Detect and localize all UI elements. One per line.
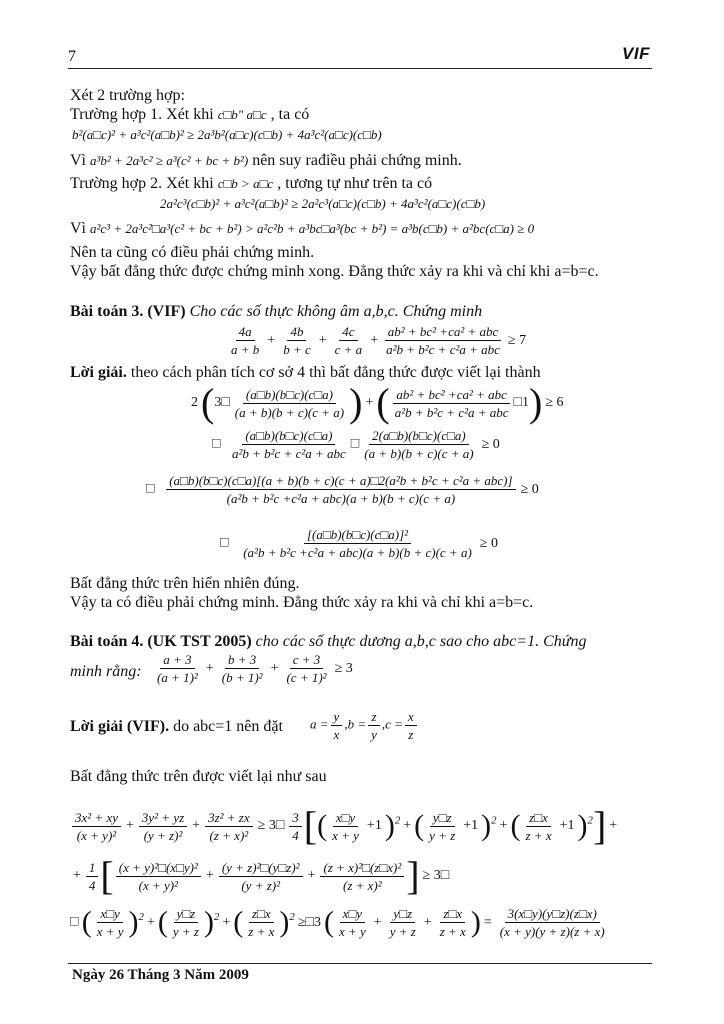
math-symbol: ≥ 3□ <box>422 868 450 883</box>
fraction <box>383 324 503 357</box>
text-line <box>70 220 534 238</box>
math-symbol: (a□b)(b□c)(c□a) <box>242 428 335 445</box>
fraction <box>368 709 380 742</box>
math-symbol: ≥ 6 <box>545 395 564 410</box>
text-span: , ta có <box>266 106 310 123</box>
math-symbol: □ <box>220 535 229 551</box>
problem-title: Bài toán 4. (UK TST 2005) <box>70 633 252 650</box>
math-symbol: z + x <box>439 924 466 939</box>
math-symbol: + <box>373 914 382 930</box>
math-symbol: ab² + bc² +ca² + abc <box>385 324 502 341</box>
equation <box>220 527 501 560</box>
text-span: do abc=1 nên đặt <box>169 718 283 735</box>
fraction <box>361 428 476 461</box>
math-symbol: ( <box>201 380 215 425</box>
equation: 2a²c³(c□b)² + a³c²(a□b)² ≥ 2a²c³(a□c)(c□b) + 4a³c²(a□c)(c□b) <box>160 196 486 211</box>
math-symbol: (x + y)²□(x□y)² <box>116 860 201 877</box>
math-symbol: x + y <box>332 827 359 843</box>
math-symbol: (a + b)(b + c)(c + a) <box>364 446 474 461</box>
math-symbol: (y + z)² <box>143 827 183 843</box>
math-symbol: 3□ <box>214 395 230 410</box>
math-symbol: ) <box>279 905 290 939</box>
math-symbol: + <box>146 914 155 930</box>
math-symbol: ) <box>470 905 481 939</box>
math-symbol: x <box>333 727 340 742</box>
math-symbol: 3(x□y)(y□z)(z□x) <box>505 906 600 923</box>
fraction <box>336 906 369 939</box>
math-symbol: z <box>408 727 414 742</box>
math-symbol: c + a <box>334 342 363 357</box>
text-span: Vì <box>70 220 90 237</box>
math-symbol: + <box>73 868 81 883</box>
math-inline: a³b² + 2a³c² ≥ a³(c² + bc + b²) <box>90 153 249 168</box>
math-symbol: 4 <box>88 877 96 893</box>
solution-label: Lời giải. <box>70 364 127 381</box>
math-symbol: x□y <box>97 906 122 923</box>
text-line: Bất đẳng thức trên được viết lại như sau <box>70 768 327 785</box>
footer-rule <box>68 963 652 964</box>
math-symbol: a + b <box>231 342 260 357</box>
text-line <box>70 175 432 193</box>
math-symbol: □ <box>212 436 221 452</box>
fraction <box>240 527 475 560</box>
fraction <box>497 906 608 939</box>
math-symbol: (y + z)² <box>241 877 281 893</box>
math-symbol: (b + 1)² <box>221 670 263 685</box>
text-span: Vì <box>70 152 90 169</box>
problem-statement: Cho các số thực không âm a,b,c. Chứng minh <box>185 303 483 320</box>
math-symbol: 2 <box>289 911 295 924</box>
math-symbol: 2 <box>138 911 144 924</box>
math-symbol: ) <box>128 905 139 939</box>
math-symbol: 2 <box>191 395 198 410</box>
problem-4-heading <box>70 633 586 651</box>
math-symbol: a²b + b²c + c²a + abc <box>394 404 509 420</box>
math-symbol: □ <box>146 481 155 497</box>
math-symbol: (x + y)² <box>76 827 117 843</box>
math-symbol: + <box>192 818 201 833</box>
equation <box>212 428 503 461</box>
math-inline: c□b" a□c <box>217 107 267 122</box>
fraction <box>387 906 419 939</box>
math-symbol: ) <box>481 809 492 842</box>
math-symbol: 1 <box>86 860 99 877</box>
math-symbol: + <box>125 818 134 833</box>
fraction <box>94 906 127 939</box>
fraction <box>219 860 303 893</box>
math-symbol: (a²b + b²c +c²a + abc)(a + b)(b + c)(c + a) <box>243 545 472 560</box>
math-symbol: ( <box>376 380 390 425</box>
math-symbol: 4a <box>236 324 255 341</box>
text-span: Trường hợp 1. Xét khi <box>70 106 218 123</box>
fraction <box>139 810 187 843</box>
text-line: Nên ta cũng có điều phải chứng minh. <box>70 244 315 261</box>
text-span: nên suy rađiều phải chứng minh. <box>248 152 462 169</box>
math-symbol: (z + x)²□(z□x)² <box>320 860 404 877</box>
fraction <box>228 324 262 357</box>
math-symbol: ) <box>384 809 395 842</box>
math-symbol: ( <box>157 905 168 939</box>
math-symbol: ≥ 0 <box>479 535 498 551</box>
math-symbol: ≥ 0 <box>520 481 539 497</box>
math-symbol: = <box>483 914 492 930</box>
math-symbol: [ <box>100 853 114 898</box>
fraction <box>245 906 277 939</box>
math-symbol: (a²b + b²c +c²a + abc)(a + b)(b + c)(c + a) <box>226 491 456 506</box>
text-line: Vậy bất đẳng thức được chứng minh xong. Đẳng thức xảy ra khi và chỉ khi a=b=c. <box>70 263 599 280</box>
math-symbol: x + y <box>96 924 124 939</box>
math-symbol: ( <box>317 809 328 842</box>
math-symbol: ) <box>203 905 214 939</box>
math-symbol: + <box>222 914 231 930</box>
equation <box>70 906 610 939</box>
header-rule <box>68 68 652 69</box>
math-symbol: y + z <box>429 827 456 843</box>
math-symbol: (x + y)² <box>138 877 178 893</box>
math-symbol: y□z <box>430 810 455 827</box>
solution-line <box>70 718 283 736</box>
math-symbol: + <box>403 818 412 833</box>
math-symbol: + <box>205 660 214 676</box>
math-symbol: +1 <box>559 818 575 833</box>
fraction <box>86 860 99 893</box>
solution-label: Lời giải (VIF). <box>70 718 170 735</box>
fraction <box>170 906 202 939</box>
fraction <box>280 324 314 357</box>
text-span: , tương tự như trên ta có <box>273 175 433 192</box>
math-symbol: x + y <box>338 924 366 939</box>
math-symbol: b + c <box>283 342 311 357</box>
math-symbol: (y + z)²□(y□z)² <box>219 860 303 877</box>
fraction <box>116 860 201 893</box>
math-symbol: + <box>609 818 618 833</box>
math-symbol: z + x <box>248 924 275 939</box>
math-symbol: + <box>423 914 432 930</box>
fraction <box>392 387 512 420</box>
math-symbol: z + x <box>525 827 552 843</box>
math-symbol: + <box>318 332 327 348</box>
fraction <box>229 428 349 461</box>
fraction <box>232 387 347 420</box>
problem-3-heading <box>70 303 482 321</box>
problem-statement: cho các số thực dương a,b,c sao cho abc=1. Chứng <box>251 633 587 650</box>
equation <box>146 473 542 506</box>
math-symbol: ) <box>529 380 543 425</box>
math-symbol: z□x <box>440 906 465 923</box>
math-symbol: ≥ 3 <box>334 660 353 676</box>
math-symbol: ( <box>414 809 425 842</box>
page-number: 7 <box>68 48 76 65</box>
math-symbol: 4c <box>339 324 357 341</box>
fraction <box>523 810 555 843</box>
math-symbol: ] <box>406 853 420 898</box>
math-symbol: + <box>267 332 276 348</box>
math-symbol: 4 <box>292 827 299 843</box>
math-symbol: □1 <box>513 395 529 410</box>
math-symbol: ≥ 3□ <box>257 818 285 833</box>
math-symbol: ( <box>510 809 521 842</box>
math-symbol: (z + x)² <box>209 827 249 843</box>
math-symbol: + <box>307 868 316 883</box>
math-symbol: y + z <box>172 924 199 939</box>
math-symbol: □ <box>350 436 360 452</box>
fraction <box>166 473 515 506</box>
fraction <box>405 709 417 742</box>
math-symbol: b + 3 <box>225 652 259 669</box>
math-symbol: y + z <box>389 924 416 939</box>
fraction <box>331 709 343 742</box>
math-symbol: y <box>371 727 377 742</box>
math-symbol: 4b <box>287 324 306 341</box>
math-symbol: 3y² + yz <box>139 810 187 827</box>
math-symbol: z□x <box>249 906 274 923</box>
math-symbol: x <box>405 709 417 726</box>
math-symbol: ( <box>81 905 92 939</box>
equation <box>70 853 452 898</box>
fraction <box>219 652 266 685</box>
solution-line <box>70 364 541 382</box>
text-line: minh rằng: <box>70 663 142 680</box>
math-symbol: 2 <box>587 814 593 827</box>
math-symbol: + <box>270 660 279 676</box>
math-symbol: (a□b)(b□c)(c□a)[(a + b)(b + c)(c + a)□2(a²b + b²c + c²a + abc)] <box>166 473 515 490</box>
math-symbol: 2(a□b)(b□c)(c□a) <box>369 428 469 445</box>
math-symbol: □ <box>70 914 79 930</box>
math-symbol: +1 <box>463 818 479 833</box>
math-symbol: z <box>368 709 379 726</box>
math-symbol: (x + y)(y + z)(z + x) <box>499 924 605 939</box>
text-line: Xét 2 trường hợp: <box>70 87 185 104</box>
equation <box>226 324 529 357</box>
math-symbol: ab² + bc² +ca² + abc <box>393 387 510 404</box>
math-symbol: +1 <box>366 818 382 833</box>
equation: b²(a□c)² + a³c²(a□b)² ≥ 2a³b²(a□c)(c□b) + 4a³c²(a□c)(c□b) <box>72 127 382 142</box>
math-symbol: ) <box>577 809 588 842</box>
math-symbol: ( <box>323 905 334 939</box>
math-symbol: 2 <box>213 911 220 924</box>
fraction <box>154 652 201 685</box>
math-symbol: 3x² + xy <box>72 810 121 827</box>
math-symbol: 2 <box>491 814 497 827</box>
math-symbol: a²b + b²c + c²a + abc <box>386 342 500 357</box>
text-line: Vậy ta có điều phải chứng minh. Đẳng thức xảy ra khi và chỉ khi a=b=c. <box>70 594 534 611</box>
math-symbol: a + 3 <box>160 652 194 669</box>
fraction <box>320 860 404 893</box>
text-span: Trường hợp 2. Xét khi <box>70 175 218 192</box>
math-symbol: c + 3 <box>290 652 324 669</box>
math-symbol: y□z <box>174 906 199 923</box>
fraction <box>332 324 366 357</box>
math-symbol: 3 <box>289 810 302 827</box>
math-symbol: [(a□b)(b□c)(c□a)]² <box>304 527 411 544</box>
math-symbol: ] <box>592 803 607 848</box>
math-symbol: ) <box>349 380 363 425</box>
fraction <box>437 906 469 939</box>
math-symbol: + <box>365 395 374 410</box>
math-symbol: (a + 1)² <box>157 670 198 685</box>
equation <box>188 380 567 425</box>
text-line: Bất đẳng thức trên hiển nhiên đúng. <box>70 575 300 592</box>
fraction <box>72 810 121 843</box>
math-symbol: (a + b)(b + c)(c + a) <box>234 404 345 420</box>
fraction <box>426 810 458 843</box>
fraction <box>283 652 329 685</box>
text-span: theo cách phân tích cơ sở 4 thì bất đẳng thức được viết lại thành <box>126 364 541 381</box>
math-symbol: (a□b)(b□c)(c□a) <box>243 387 336 404</box>
math-symbol: x□y <box>340 906 365 923</box>
math-symbol: + <box>370 332 379 348</box>
equation <box>152 652 356 685</box>
math-symbol: a²b + b²c + c²a + abc <box>231 446 346 461</box>
math-symbol: z□x <box>526 810 551 827</box>
math-symbol: + <box>205 868 214 883</box>
fraction <box>329 810 362 843</box>
equation <box>70 803 620 848</box>
vif-logo: VIF <box>622 44 650 63</box>
text-line <box>70 152 462 170</box>
math-symbol: ( <box>233 905 244 939</box>
math-symbol: 3z² + zx <box>205 810 253 827</box>
problem-title: Bài toán 3. (VIF) <box>70 303 186 320</box>
math-symbol: ≥ 0 <box>481 436 500 452</box>
math-symbol: y□z <box>390 906 415 923</box>
math-symbol: ≥ 7 <box>507 332 527 348</box>
math-inline: a²c³ + 2a³c²□a³(c² + bc + b²) > a²c²b + a³bc□a³(bc + b²) = a³b(c□b) + a²bc(c□a) ≥ 0 <box>90 221 535 236</box>
text-line <box>70 106 309 124</box>
substitution: a = $\frac{y}{x}$ ,b = $\frac{z}{y}$ ,c = $\frac{x}{z}$ <box>310 709 419 742</box>
math-symbol: + <box>499 818 508 833</box>
math-inline: c□b > a□c <box>217 176 274 191</box>
math-symbol: (c + 1)² <box>286 670 327 685</box>
math-symbol: ≥□3 <box>297 914 321 930</box>
math-symbol: y <box>331 709 343 726</box>
math-symbol: [ <box>303 803 318 848</box>
fraction <box>205 810 253 843</box>
footer-date: Ngày 26 Tháng 3 Năm 2009 <box>72 967 249 983</box>
math-symbol: 2 <box>394 814 401 827</box>
fraction <box>289 810 302 843</box>
math-symbol: x□y <box>333 810 358 827</box>
math-symbol: (z + x)² <box>343 877 382 893</box>
